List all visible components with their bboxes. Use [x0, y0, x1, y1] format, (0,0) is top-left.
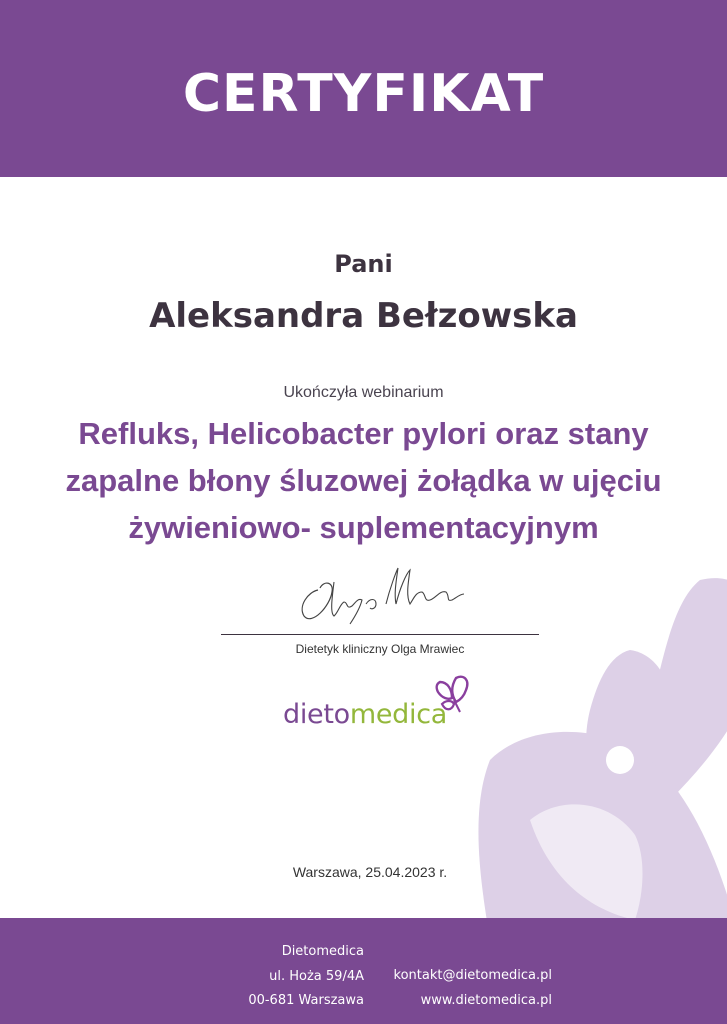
butterfly-icon — [430, 674, 472, 714]
butterfly-watermark-icon — [470, 560, 727, 940]
footer-address — [200, 940, 364, 1014]
dietomedica-logo — [283, 697, 447, 733]
salutation: Pani — [334, 250, 393, 278]
email-link[interactable]: kontakt@dietomedica.pl — [393, 968, 552, 983]
logo-text-part1: dieto — [283, 699, 350, 730]
certificate-header — [0, 0, 727, 177]
course-title — [20, 410, 707, 551]
website-link[interactable]: www.dietomedica.pl — [420, 992, 552, 1008]
place-and-date: Warszawa, 25.04.2023 r. — [292, 864, 448, 880]
footer-contact — [380, 964, 552, 1013]
company-name: Dietomedica — [281, 944, 364, 959]
logo-text-part2: medica — [349, 699, 448, 730]
handwritten-signature — [290, 558, 470, 628]
course-title-line: zapalne błony śluzowej żołądka w ujęciu — [65, 463, 662, 498]
course-title-line: Refluks, Helicobacter pylori oraz stany — [78, 416, 649, 451]
certificate-footer — [0, 918, 727, 1024]
recipient-name: Aleksandra Bełzowska — [149, 296, 578, 336]
street-address: ul. Hoża 59/4A — [269, 968, 364, 984]
completion-statement: Ukończyła webinarium — [283, 384, 444, 401]
signature-line — [221, 634, 539, 635]
postal-city: 00-681 Warszawa — [248, 993, 364, 1008]
certificate-title: CERTYFIKAT — [182, 64, 545, 124]
course-title-line: żywieniowo- suplementacyjnym — [128, 510, 599, 545]
signer-name: Dietetyk kliniczny Olga Mrawiec — [295, 642, 465, 656]
